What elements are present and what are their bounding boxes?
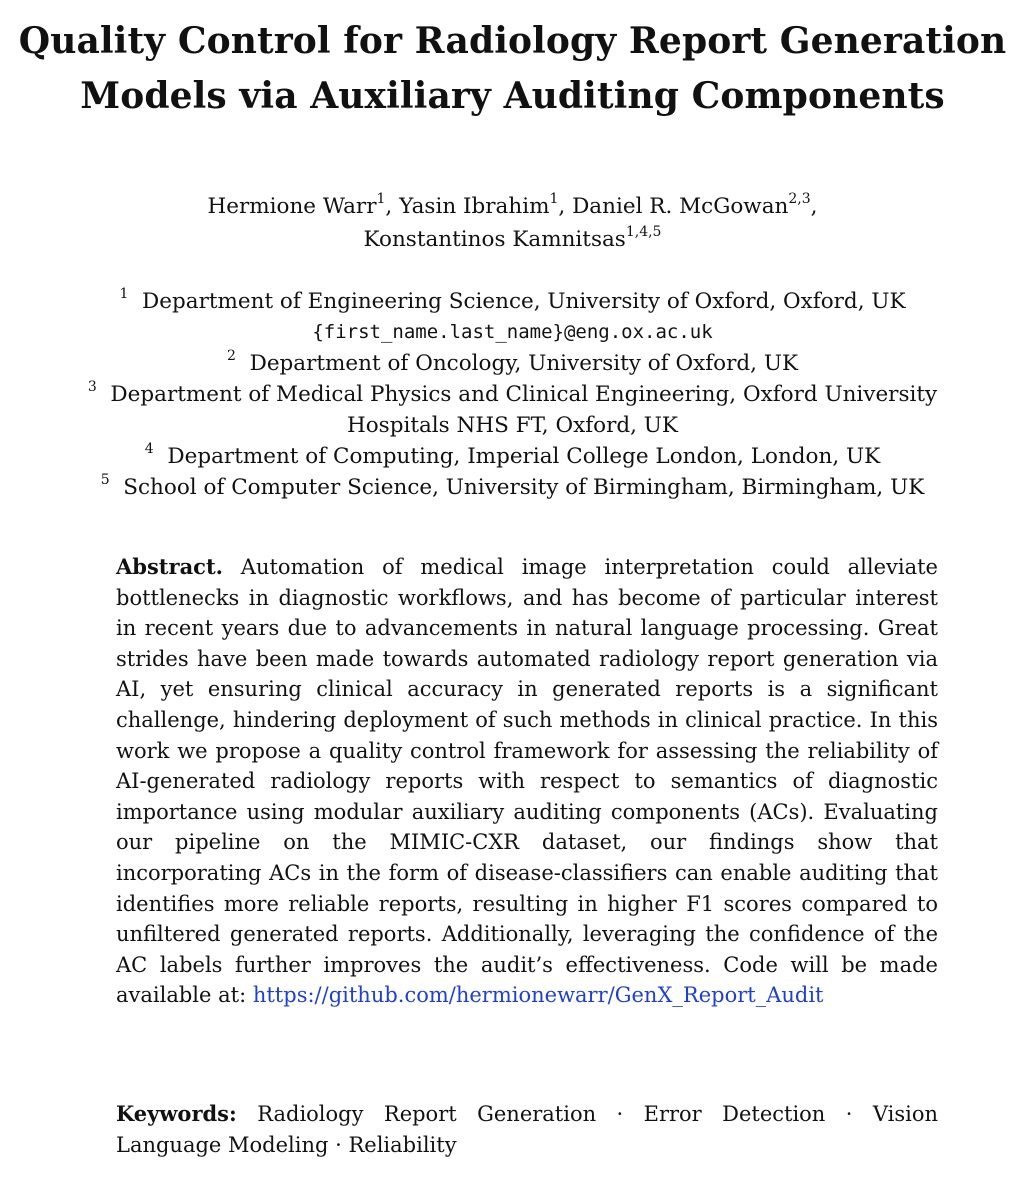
paper-title bbox=[0, 14, 1025, 124]
author-name: Daniel R. McGowan bbox=[572, 194, 789, 219]
title-line-2: Models via Auxiliary Auditing Components bbox=[80, 75, 945, 117]
author-separator: , bbox=[558, 194, 573, 219]
author-name: Yasin Ibrahim bbox=[399, 194, 550, 219]
affiliation-2 bbox=[0, 348, 1025, 379]
author-email: {first_name.last_name}@eng.ox.ac.uk bbox=[312, 321, 713, 343]
affiliation-list bbox=[0, 286, 1025, 503]
affiliation-1 bbox=[0, 286, 1025, 317]
abstract-body: Automation of medical image interpretation could alleviate bottlenecks in diagnostic workflows, and has become of particular interest in recent years due to advancements in natural language processing. Great strides have been made towards automated radiology report generation via AI, yet ensuring clinical accuracy in generated reports is a significant challenge, hindering deployment of such methods in clinical practice. In this work we propose a quality control framework for assessing the reliability of AI-generated radiology reports with respect to semantics of diagnostic importance using modular auxiliary auditing components (ACs). Evaluating our pipeline on the MIMIC-CXR dataset, our findings show that incorporating ACs in the form of disease-classifiers can enable auditing that identifies more reliable reports, resulting in higher F1 scores compared to unfiltered generated reports. Additionally, leveraging the confidence of the AC labels further improves the audit’s effectiveness. Code will be made available at: bbox=[116, 555, 938, 1008]
affiliation-number: 4 bbox=[144, 440, 154, 457]
author-affil-mark: 1 bbox=[549, 190, 559, 207]
keywords-body: Radiology Report Generation · Error Detection · Vision Language Modeling · Reliability bbox=[116, 1102, 938, 1157]
affiliation-text: Department of Oncology, University of Oxford, UK bbox=[249, 351, 799, 376]
author-name: Hermione Warr bbox=[207, 194, 377, 219]
affiliation-text: School of Computer Science, University of Birmingham, Birmingham, UK bbox=[123, 475, 925, 500]
affiliation-text: Department of Medical Physics and Clinical Engineering, Oxford University bbox=[110, 382, 938, 407]
author-separator: , bbox=[385, 194, 400, 219]
author-name: Konstantinos Kamnitsas bbox=[363, 227, 626, 252]
affiliation-3 bbox=[0, 379, 1025, 410]
keywords-label: Keywords: bbox=[116, 1101, 237, 1126]
affiliation-text: Department of Computing, Imperial College London, London, UK bbox=[167, 444, 881, 469]
abstract bbox=[116, 552, 938, 1011]
affiliation-number: 3 bbox=[87, 378, 97, 395]
abstract-label: Abstract. bbox=[116, 554, 223, 579]
affiliation-3-continued: Hospitals NHS FT, Oxford, UK bbox=[346, 413, 678, 438]
affiliation-4 bbox=[0, 441, 1025, 472]
affiliation-text: Department of Engineering Science, University of Oxford, Oxford, UK bbox=[142, 289, 906, 314]
affiliation-number: 2 bbox=[226, 347, 236, 364]
author-separator: , bbox=[810, 194, 818, 219]
code-link[interactable]: https://github.com/hermionewarr/GenX_Report_Audit bbox=[252, 983, 824, 1008]
author-affil-mark: 2,3 bbox=[788, 190, 811, 207]
title-line-1: Quality Control for Radiology Report Generation bbox=[18, 20, 1007, 62]
author-list bbox=[0, 190, 1025, 256]
author-affil-mark: 1,4,5 bbox=[625, 223, 662, 240]
affiliation-number: 5 bbox=[100, 471, 110, 488]
author-line-1 bbox=[0, 190, 1025, 223]
affiliation-number: 1 bbox=[119, 285, 129, 302]
keywords bbox=[116, 1098, 938, 1161]
author-affil-mark: 1 bbox=[376, 190, 386, 207]
author-line-2 bbox=[0, 223, 1025, 256]
affiliation-5 bbox=[0, 472, 1025, 503]
